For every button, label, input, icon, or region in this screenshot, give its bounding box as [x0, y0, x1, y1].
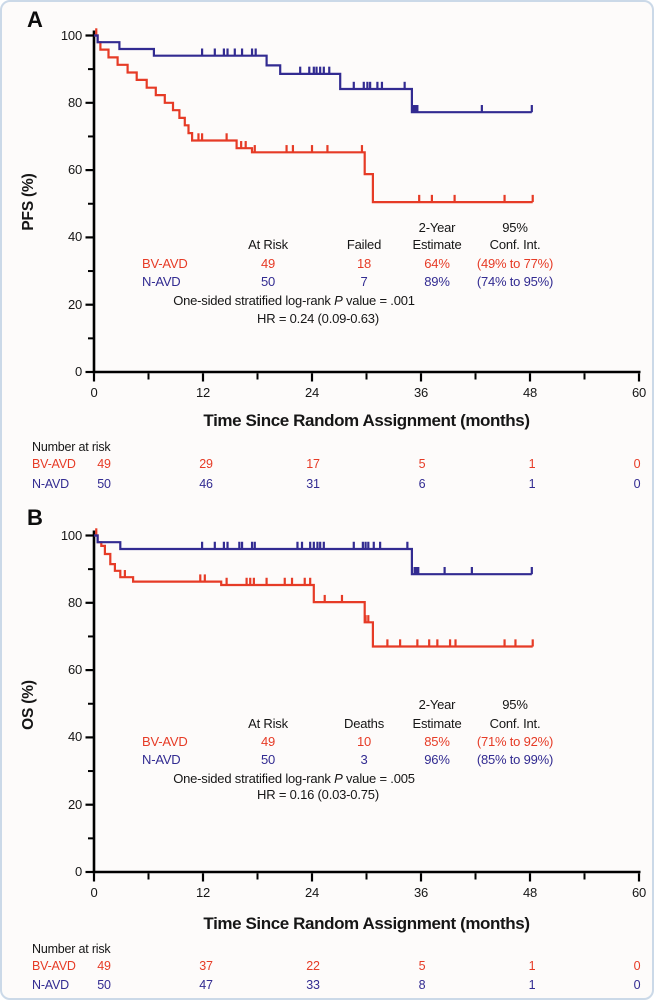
- y-tick-label: 40: [67, 229, 82, 245]
- risk-row-label: BV-AVD: [32, 457, 76, 471]
- panel-b-risk-table-title: Number at risk: [32, 942, 111, 956]
- censor-tick-n-avd: [226, 542, 228, 549]
- x-tick-label: 36: [413, 885, 429, 900]
- y-tick-label: 60: [67, 662, 82, 678]
- risk-value: 1: [528, 477, 536, 491]
- inset-row-name: N-AVD: [142, 752, 181, 767]
- risk-value: 1: [528, 457, 536, 471]
- y-tick-label: 40: [67, 729, 82, 745]
- censor-tick-bv-avd: [428, 639, 430, 646]
- panel-a-risk-table-title: Number at risk: [32, 440, 111, 454]
- risk-value: 22: [306, 959, 320, 973]
- risk-value: 6: [418, 477, 426, 491]
- panel-a-hazard-ratio: HR = 0.24 (0.09-0.63): [257, 311, 379, 326]
- risk-value: 17: [306, 457, 320, 471]
- censor-tick-bv-avd: [226, 578, 228, 585]
- censor-tick-bv-avd: [292, 145, 294, 152]
- risk-value: 5: [418, 959, 426, 973]
- risk-value: 33: [306, 978, 320, 992]
- censor-tick-n-avd: [373, 542, 375, 549]
- risk-value: 50: [97, 477, 111, 491]
- censor-tick-bv-avd: [503, 195, 505, 202]
- censor-tick-bv-avd: [253, 578, 255, 585]
- inset-cell-value: 85%: [424, 734, 450, 749]
- risk-value: 31: [306, 477, 320, 491]
- inset-header-2year: 2-Year: [418, 697, 456, 712]
- censor-tick-n-avd: [238, 542, 240, 549]
- panel-a-y-axis-title: PFS (%): [20, 173, 37, 231]
- censor-tick-bv-avd: [204, 574, 206, 581]
- censor-tick-n-avd: [366, 82, 368, 89]
- censor-tick-n-avd: [367, 542, 369, 549]
- censor-tick-n-avd: [234, 48, 236, 55]
- censor-tick-bv-avd: [386, 639, 388, 646]
- panel-b-y-axis-title: OS (%): [20, 680, 37, 730]
- inset-cell-value: 64%: [424, 256, 450, 271]
- x-tick-label: 0: [90, 385, 98, 400]
- logrank-value: value = .005: [342, 771, 415, 786]
- km-curve-n-avd: [94, 536, 532, 575]
- risk-value: 47: [199, 978, 213, 992]
- risk-row-label: N-AVD: [32, 477, 69, 491]
- censor-tick-bv-avd: [284, 578, 286, 585]
- censor-tick-bv-avd: [418, 195, 420, 202]
- risk-value: 49: [97, 457, 111, 471]
- y-tick-label: 0: [74, 864, 82, 879]
- inset-header: Conf. Int.: [489, 716, 541, 731]
- censor-tick-n-avd: [226, 48, 228, 55]
- censor-tick-n-avd: [417, 567, 419, 574]
- risk-value: 1: [528, 959, 536, 973]
- risk-value: 0: [633, 959, 641, 973]
- logrank-text: One-sided stratified log-rank: [173, 771, 335, 786]
- inset-cell-value: 10: [356, 734, 372, 749]
- inset-cell-value: 49: [260, 734, 276, 749]
- inset-header: Deaths: [344, 716, 384, 731]
- censor-tick-bv-avd: [532, 639, 534, 646]
- inset-header-2year: 2-Year: [418, 220, 456, 235]
- censor-tick-bv-avd: [240, 141, 242, 148]
- censor-tick-n-avd: [353, 82, 355, 89]
- censor-tick-bv-avd: [124, 570, 126, 577]
- censor-tick-bv-avd: [324, 595, 326, 602]
- inset-cell-value: 50: [260, 274, 276, 289]
- censor-tick-bv-avd: [201, 133, 203, 140]
- censor-tick-n-avd: [313, 542, 315, 549]
- censor-tick-bv-avd: [254, 145, 256, 152]
- y-tick-label: 20: [67, 296, 82, 312]
- censor-tick-n-avd: [316, 542, 318, 549]
- censor-tick-n-avd: [315, 67, 317, 74]
- y-tick-label: 80: [67, 94, 82, 110]
- censor-tick-n-avd: [241, 48, 243, 55]
- panel-a-logrank-note: [114, 293, 474, 309]
- panel-a-letter: A: [27, 7, 43, 32]
- censor-tick-n-avd: [313, 67, 315, 74]
- censor-tick-n-avd: [376, 82, 378, 89]
- censor-tick-bv-avd: [449, 639, 451, 646]
- censor-tick-bv-avd: [454, 195, 456, 202]
- censor-tick-bv-avd: [364, 615, 366, 622]
- y-tick-label: 60: [67, 162, 82, 178]
- censor-tick-n-avd: [299, 67, 301, 74]
- risk-value: 50: [97, 978, 111, 992]
- censor-tick-n-avd: [254, 542, 256, 549]
- risk-value: 0: [633, 477, 641, 491]
- censor-tick-bv-avd: [304, 578, 306, 585]
- x-tick-label: 48: [522, 385, 538, 400]
- risk-value: 5: [418, 457, 426, 471]
- inset-cell-value: (74% to 95%): [476, 274, 554, 289]
- censor-tick-bv-avd: [245, 578, 247, 585]
- y-tick-label: 80: [67, 594, 82, 610]
- km-curve-bv-avd: [94, 536, 533, 647]
- risk-value: 8: [418, 978, 426, 992]
- x-tick-label: 24: [304, 385, 320, 400]
- x-tick-label: 60: [631, 885, 647, 900]
- x-tick-label: 24: [304, 885, 320, 900]
- censor-tick-n-avd: [416, 105, 418, 112]
- censor-tick-n-avd: [379, 542, 381, 549]
- censor-tick-bv-avd: [416, 639, 418, 646]
- censor-tick-bv-avd: [285, 145, 287, 152]
- censor-tick-n-avd: [362, 542, 364, 549]
- risk-value: 0: [633, 457, 641, 471]
- censor-tick-n-avd: [201, 542, 203, 549]
- censor-tick-n-avd: [308, 67, 310, 74]
- y-tick-label: 20: [67, 796, 82, 812]
- inset-row-name: BV-AVD: [142, 734, 188, 749]
- censor-tick-bv-avd: [309, 578, 311, 585]
- censor-tick-n-avd: [214, 542, 216, 549]
- censor-tick-n-avd: [364, 542, 366, 549]
- censor-tick-bv-avd: [361, 145, 363, 152]
- censor-tick-n-avd: [323, 542, 325, 549]
- panel-b-letter: B: [27, 505, 43, 530]
- x-tick-label: 0: [90, 885, 98, 900]
- censor-tick-bv-avd: [514, 639, 516, 646]
- censor-tick-n-avd: [223, 542, 225, 549]
- censor-tick-bv-avd: [245, 141, 247, 148]
- censor-tick-n-avd: [363, 82, 365, 89]
- y-tick-label: 100: [60, 527, 82, 543]
- censor-tick-n-avd: [531, 567, 533, 574]
- panel-b-hazard-ratio: HR = 0.16 (0.03-0.75): [257, 787, 379, 802]
- censor-tick-bv-avd: [197, 133, 199, 140]
- x-tick-label: 48: [522, 885, 538, 900]
- censor-tick-n-avd: [214, 48, 216, 55]
- censor-tick-n-avd: [323, 67, 325, 74]
- inset-header-95: 95%: [502, 697, 528, 712]
- censor-tick-bv-avd: [249, 578, 251, 585]
- censor-tick-n-avd: [223, 48, 225, 55]
- censor-tick-bv-avd: [532, 195, 534, 202]
- censor-tick-n-avd: [309, 542, 311, 549]
- censor-tick-bv-avd: [199, 574, 201, 581]
- censor-tick-n-avd: [369, 82, 371, 89]
- inset-header: Estimate: [412, 237, 462, 252]
- logrank-text: One-sided stratified log-rank: [173, 293, 335, 308]
- censor-tick-n-avd: [444, 567, 446, 574]
- km-curve-bv-avd: [94, 36, 533, 203]
- censor-tick-bv-avd: [226, 133, 228, 140]
- y-tick-label: 0: [74, 364, 82, 379]
- risk-value: 1: [528, 978, 536, 992]
- logrank-p-symbol: P: [334, 293, 343, 308]
- inset-header: Failed: [346, 237, 382, 252]
- risk-value: 29: [199, 457, 213, 471]
- censor-tick-bv-avd: [311, 145, 313, 152]
- inset-cell-value: (49% to 77%): [476, 256, 554, 271]
- inset-row-name: BV-AVD: [142, 256, 188, 271]
- censor-tick-n-avd: [353, 542, 355, 549]
- inset-cell-value: 96%: [424, 752, 450, 767]
- risk-value: 46: [199, 477, 213, 491]
- risk-value: 0: [633, 978, 641, 992]
- censor-tick-bv-avd: [399, 639, 401, 646]
- censor-tick-n-avd: [251, 48, 253, 55]
- censor-tick-n-avd: [481, 105, 483, 112]
- panel-b-logrank-note: [114, 771, 474, 787]
- inset-row-name: N-AVD: [142, 274, 181, 289]
- inset-cell-value: 7: [360, 274, 368, 289]
- inset-header: At Risk: [248, 237, 288, 252]
- inset-header: Conf. Int.: [489, 237, 541, 252]
- inset-cell-value: 18: [356, 256, 372, 271]
- censor-tick-n-avd: [319, 67, 321, 74]
- censor-tick-n-avd: [406, 542, 408, 549]
- censor-tick-bv-avd: [341, 595, 343, 602]
- censor-tick-bv-avd: [431, 195, 433, 202]
- censor-tick-n-avd: [301, 542, 303, 549]
- censor-tick-bv-avd: [503, 639, 505, 646]
- censor-tick-n-avd: [255, 48, 257, 55]
- risk-value: 49: [97, 959, 111, 973]
- censor-tick-bv-avd: [326, 145, 328, 152]
- logrank-value: value = .001: [342, 293, 415, 308]
- km-plot-canvas: [2, 2, 654, 1000]
- censor-tick-n-avd: [241, 542, 243, 549]
- inset-header: Estimate: [412, 716, 462, 731]
- inset-header-95: 95%: [502, 220, 528, 235]
- censor-tick-n-avd: [381, 82, 383, 89]
- risk-row-label: N-AVD: [32, 978, 69, 992]
- x-tick-label: 60: [631, 385, 647, 400]
- risk-row-label: BV-AVD: [32, 959, 76, 973]
- panel-a-x-axis-title: Time Since Random Assignment (months): [203, 411, 530, 430]
- inset-cell-value: (71% to 92%): [476, 734, 554, 749]
- inset-cell-value: 49: [260, 256, 276, 271]
- censor-tick-bv-avd: [265, 578, 267, 585]
- risk-value: 37: [199, 959, 213, 973]
- x-tick-label: 12: [195, 385, 211, 400]
- panel-b-x-axis-title: Time Since Random Assignment (months): [203, 914, 530, 933]
- inset-cell-value: (85% to 99%): [476, 752, 554, 767]
- censor-tick-n-avd: [328, 67, 330, 74]
- censor-tick-bv-avd: [367, 615, 369, 622]
- y-tick-label: 100: [60, 27, 82, 43]
- censor-tick-bv-avd: [291, 578, 293, 585]
- censor-tick-bv-avd: [436, 639, 438, 646]
- censor-tick-n-avd: [531, 105, 533, 112]
- censor-tick-n-avd: [471, 567, 473, 574]
- x-tick-label: 36: [413, 385, 429, 400]
- censor-tick-n-avd: [251, 542, 253, 549]
- censor-tick-n-avd: [296, 542, 298, 549]
- logrank-p-symbol: P: [334, 771, 343, 786]
- censor-tick-n-avd: [201, 48, 203, 55]
- inset-cell-value: 50: [260, 752, 276, 767]
- inset-header: At Risk: [248, 716, 288, 731]
- censor-tick-bv-avd: [454, 639, 456, 646]
- inset-cell-value: 3: [360, 752, 368, 767]
- censor-tick-n-avd: [404, 82, 406, 89]
- x-tick-label: 12: [195, 885, 211, 900]
- inset-cell-value: 89%: [424, 274, 450, 289]
- censor-tick-n-avd: [319, 542, 321, 549]
